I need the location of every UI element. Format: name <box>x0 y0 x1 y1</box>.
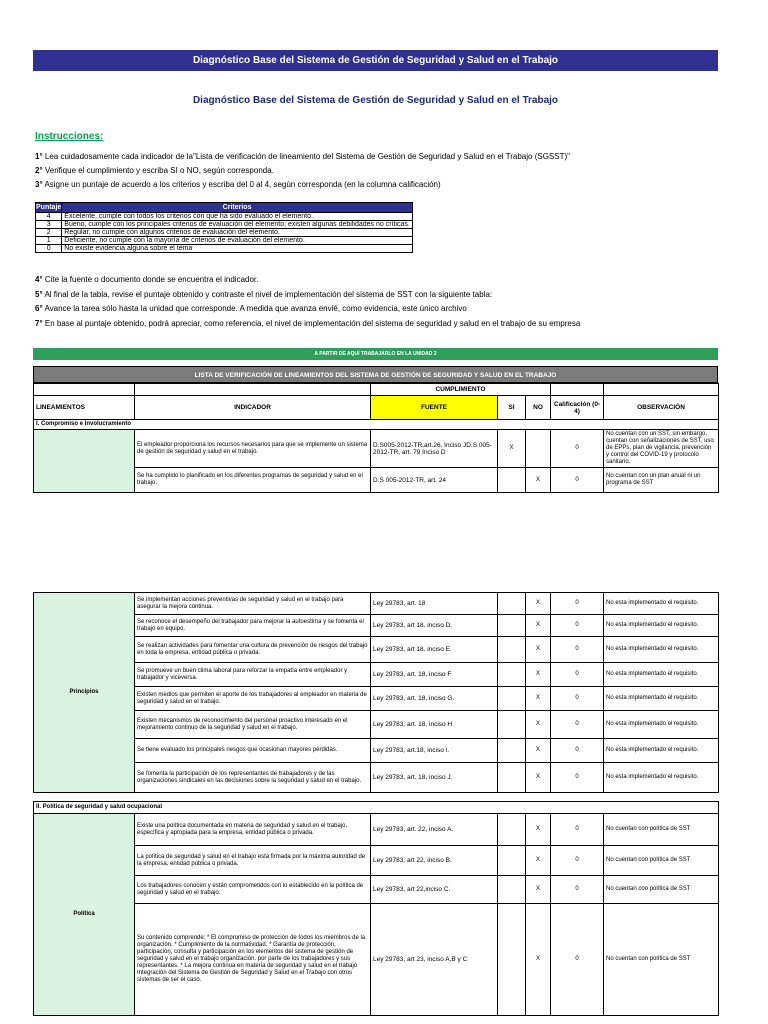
instruction-step <box>35 319 580 328</box>
politica-table <box>33 801 719 1016</box>
criterios-header: Criterios <box>62 203 413 213</box>
indicador-cell: Su contenido comprende: * El compromiso de protección de todos los miembros de la organización. * Cumplimiento de la normatividad. * Garantía de protección, participación, consulta y participación en los elementos del sistema de gestión de seguridad y salud en el trabajo organización. por parte de los trabajadores y sus representantes. * La mejora continua en materia de seguridad y salud en el trabajo Integración del Sistema de Gestión de Seguridad y Salud en el Trabajo con otros sistemas de ser el caso. <box>135 904 371 1016</box>
si-cell <box>498 814 526 846</box>
fuente-cell: Ley 29783, art 23, inciso A,B y C <box>371 904 498 1016</box>
puntaje-header: Puntaje <box>36 204 62 211</box>
score-cell: 4 <box>36 213 62 221</box>
fuente-cell: Ley 29783, art 18. inciso D. <box>371 615 498 637</box>
page-subtitle: Diagnóstico Base del Sistema de Gestión de Seguridad y Salud en el Trabajo <box>192 95 559 106</box>
fuente-cell: Ley 29783, art 18. inciso E. <box>371 637 498 663</box>
step-number: 2° <box>35 166 43 175</box>
step-number: 5° <box>35 289 43 299</box>
step-text: Cite la fuente o documento donde se encuentra el indicador. <box>42 275 259 284</box>
fuente-cell: Ley 29783, art. 18, inciso F <box>371 663 498 687</box>
blank-cell <box>135 384 371 396</box>
lineamiento-cell <box>34 430 135 493</box>
observacion-cell: No esta implementado el requisito. <box>604 637 719 663</box>
fuente-cell: Ley 29783, art 22, inciso B. <box>371 846 498 876</box>
table-row <box>34 615 719 637</box>
observacion-cell: No cuentan con un plan anual ni un programa de SST <box>604 468 719 493</box>
instruction-step <box>35 152 570 161</box>
score-cell: 3 <box>36 221 62 229</box>
calificacion-cell: 0 <box>551 876 604 904</box>
fuente-cell: Ley 29783, art. 18, inciso H <box>371 711 498 739</box>
table-row <box>34 430 719 468</box>
si-cell <box>498 637 526 663</box>
observacion-cell: No esta implementado el requisito. <box>604 593 719 615</box>
puntaje-table <box>35 202 413 253</box>
indicador-cell: Se promueve un buen clima laboral para reforzar la empatía entre empleador y trabajador y viceversa. <box>135 663 371 687</box>
criteria-cell: Bueno, cumple con los principales criterios de evaluación del elemento; existen algunas debilidades no críticas. <box>62 221 413 229</box>
principios-table <box>33 592 719 793</box>
si-cell: X <box>498 430 526 468</box>
lineamiento-principios: Principios <box>34 593 135 793</box>
si-cell <box>498 904 526 1016</box>
indicador-cell: El empleador proporciona los recursos necesarios para que se implemente un sistema de gestión de seguridad y salud en el trabajo. <box>135 430 371 468</box>
no-cell <box>526 430 551 468</box>
si-cell <box>498 468 526 493</box>
si-cell <box>498 687 526 711</box>
indicador-cell: Existen mecanismos de reconocimiento del personal proactivo interesado en el mejoramiento continuo de la seguridad y salud en el trabajo. <box>135 711 371 739</box>
no-cell: X <box>526 763 551 793</box>
observacion-cell: No esta implementado el requisito. <box>604 711 719 739</box>
fuente-cell: Ley 29783, art 22,inciso C. <box>371 876 498 904</box>
step-number: 4° <box>35 275 43 284</box>
indicador-cell: Se reconoce el desempeño del trabajador para mejorar la autoestima y se fomenta el trabajo en equipo. <box>135 615 371 637</box>
calificacion-cell: 0 <box>551 814 604 846</box>
no-cell: X <box>526 468 551 493</box>
si-cell <box>498 711 526 739</box>
no-cell: X <box>526 663 551 687</box>
section-2-title: II. Política de seguridad y salud ocupacional <box>34 802 719 814</box>
instructions-heading: Instrucciones: <box>35 131 104 142</box>
criteria-cell: Deficiente, no cumple con la mayoría de criterios de evaluación del elemento. <box>62 237 413 245</box>
calificacion-cell: 0 <box>551 711 604 739</box>
fuente-cell: Ley 29783, art. 18, inciso J. <box>371 763 498 793</box>
puntaje-row <box>36 221 413 229</box>
checklist-header-table <box>33 383 719 493</box>
observacion-cell: No cuentan con política de SST <box>604 814 719 846</box>
table-row <box>34 876 719 904</box>
no-cell: X <box>526 593 551 615</box>
calificacion-cell: 0 <box>551 904 604 1016</box>
checklist-title-bar: LISTA DE VERIFICACIÓN DE LINEAMIENTOS DEL SISTEMA DE GESTIÓN DE SEGURIDAD Y SALUD EN EL TRABAJO <box>33 366 718 383</box>
observacion-cell: No cuentan con política de SST <box>604 876 719 904</box>
no-cell: X <box>526 739 551 763</box>
observacion-cell: No esta implementado el requisito. <box>604 615 719 637</box>
calificacion-cell: 0 <box>551 663 604 687</box>
calificacion-cell: 0 <box>551 637 604 663</box>
table-row <box>34 814 719 846</box>
no-cell: X <box>526 846 551 876</box>
score-cell: 0 <box>36 245 62 253</box>
no-cell: X <box>526 876 551 904</box>
instruction-step <box>35 166 274 175</box>
table-row <box>34 593 719 615</box>
observacion-cell: No esta implementado el requisito. <box>604 687 719 711</box>
calificacion-header: Calificación (0-4) <box>551 396 604 420</box>
score-cell: 1 <box>36 237 62 245</box>
instruction-step <box>35 290 492 299</box>
si-cell <box>498 763 526 793</box>
table-row <box>34 663 719 687</box>
step-text: Avance la tarea sólo hasta la unidad que corresponde. A medida que avanza envié, como evidencia, este único archivo <box>42 304 467 313</box>
fuente-cell: Ley 29783, art.18, inciso I. <box>371 739 498 763</box>
fuente-cell: D.S 005-2012-TR, art. 24 <box>371 468 498 493</box>
observacion-cell: No cuentan con política de SST <box>604 846 719 876</box>
table-row <box>34 763 719 793</box>
instruction-step <box>35 304 467 313</box>
table-row <box>34 904 719 1016</box>
calificacion-cell: 0 <box>551 593 604 615</box>
fuente-cell: Ley 29783, art. 18 <box>371 593 498 615</box>
top-banner-title: Diagnóstico Base del Sistema de Gestión de Seguridad y Salud en el Trabajo <box>33 50 718 71</box>
calificacion-cell: 0 <box>551 739 604 763</box>
calificacion-cell: 0 <box>551 430 604 468</box>
step-text: Asigne un puntaje de acuerdo a los criterios y escriba del 0 al 4, según corresponda (en la columna calificación) <box>42 180 441 189</box>
calificacion-cell: 0 <box>551 763 604 793</box>
step-number: 6° <box>35 304 43 313</box>
si-cell <box>498 846 526 876</box>
observacion-cell: No esta implementado el requisito. <box>604 763 719 793</box>
puntaje-row <box>36 237 413 245</box>
indicador-cell: Existen medios que permiten el aporte de los trabajadores al empleador en materia de seguridad y salud en el trabajo. <box>135 687 371 711</box>
criteria-cell: Excelente, cumple con todos los criterios con que ha sido evaluado el elemento. <box>62 213 413 221</box>
indicador-cell: Se implementan acciones preventivas de seguridad y salud en el trabajo para asegurar la mejora continua. <box>135 593 371 615</box>
fuente-cell: D.S005-2012-TR,art.26. Inciso JD.S 005-2012-TR, art. 79 Inciso D <box>371 430 498 468</box>
calificacion-cell: 0 <box>551 468 604 493</box>
indicador-cell: Se tiene evaluado los principales riesgos que ocasionan mayores pérdidas. <box>135 739 371 763</box>
criteria-cell: Regular, no cumple con algunos criterios de evaluación del elemento. <box>62 229 413 237</box>
puntaje-row <box>36 229 413 237</box>
calificacion-cell: 0 <box>551 687 604 711</box>
no-header: NO <box>526 396 551 420</box>
observacion-cell: No cuentan con un SST, sin embargo, cuentan con señalizaciones de SST, uso de EPPs, plan de vigilancia, prevención y control del COVID-19 y protocolo sanitario. <box>604 430 719 468</box>
no-cell: X <box>526 814 551 846</box>
section-2-row <box>34 802 719 814</box>
si-cell <box>498 739 526 763</box>
step-number: 7° <box>35 318 43 328</box>
indicador-cell: Se ha cumplido lo planificado en los diferentes programas de seguridad y salud en el trabajo. <box>135 468 371 493</box>
lineamiento-politica: Política <box>34 814 135 1016</box>
indicador-cell: Existe una política documentada en materia de seguridad y salud en el trabajo, específica y apropiada para la empresa, entidad pública o privada. <box>135 814 371 846</box>
indicador-cell: La política de seguridad y salud en el trabajo está firmada por la máxima autoridad de la empresa, entidad pública o privada. <box>135 846 371 876</box>
blank-cell <box>34 384 135 396</box>
fuente-header: FUENTE <box>371 396 498 420</box>
no-cell: X <box>526 904 551 1016</box>
step-text: Verifique el cumplimiento y escriba SI o NO, según corresponda. <box>42 166 274 175</box>
blank-cell <box>551 384 604 396</box>
unit-notice-bar: A PARTIR DE AQUÍ TRABAJARLO EN LA UNIDAD 2 <box>33 348 718 360</box>
step-number: 1° <box>35 152 43 161</box>
step-text: Lea cuidadosamente cada indicador de la"Lista de verificación de lineamiento del Sistema de Gestión de Seguridad y Salud en el Trabajo (SGSST)" <box>42 152 570 161</box>
step-text: En base al puntaje obtenido, podrá apreciar, como referencia, el nivel de implementación del sistema de seguridad y salud en el trabajo de su empresa <box>42 318 581 328</box>
table-row <box>34 687 719 711</box>
si-header: SI <box>498 396 526 420</box>
no-cell: X <box>526 711 551 739</box>
instruction-step <box>35 180 441 189</box>
lineamientos-header: LINEAMIENTOS <box>34 396 135 420</box>
si-cell <box>498 593 526 615</box>
indicador-header: INDICADOR <box>135 396 371 420</box>
table-row <box>34 739 719 763</box>
no-cell: X <box>526 637 551 663</box>
table-row <box>34 637 719 663</box>
indicador-cell: Los trabajadores conocen y están comprometidos con lo establecido en la política de seguridad y salud en el trabajo. <box>135 876 371 904</box>
section-1-title: I. Compromiso e Involucramiento <box>34 420 719 430</box>
table-row <box>34 468 719 493</box>
si-cell <box>498 876 526 904</box>
no-cell: X <box>526 687 551 711</box>
observacion-cell: No cuentan con política de SST <box>604 904 719 1016</box>
puntaje-row <box>36 245 413 253</box>
step-number: 3° <box>35 180 43 189</box>
observacion-cell: No esta implementado el requisito. <box>604 663 719 687</box>
table-row <box>34 846 719 876</box>
calificacion-cell: 0 <box>551 615 604 637</box>
step-text: Al final de la tabla, revise el puntaje obtenido y contraste el nivel de implementación del sistema de SST con la siguiente tabla: <box>42 289 493 299</box>
si-cell <box>498 663 526 687</box>
cumplimiento-header: CUMPLIMIENTO <box>371 384 551 396</box>
fuente-cell: Ley 29783, art. 22, inciso A. <box>371 814 498 846</box>
indicador-cell: Se realizan actividades para fomentar una cultura de prevención de riesgos del trabajo en toda la empresa, entidad pública o privada. <box>135 637 371 663</box>
criteria-cell: No existe evidencia alguna sobre el tema <box>62 245 413 253</box>
table-row <box>34 711 719 739</box>
blank-cell <box>604 384 719 396</box>
instruction-step <box>35 275 258 284</box>
puntaje-row <box>36 213 413 221</box>
fuente-cell: Ley 29783, art. 18, inciso G. <box>371 687 498 711</box>
observacion-header: OBSERVACIÓN <box>604 396 719 420</box>
calificacion-cell: 0 <box>551 846 604 876</box>
indicador-cell: Se fomenta la participación de los representantes de trabajadores y de las organizaciones sindicales en las decisiones sobre la seguridad y salud en el trabajo. <box>135 763 371 793</box>
si-cell <box>498 615 526 637</box>
observacion-cell: No esta implementado el requisito. <box>604 739 719 763</box>
score-cell: 2 <box>36 229 62 237</box>
no-cell: X <box>526 615 551 637</box>
